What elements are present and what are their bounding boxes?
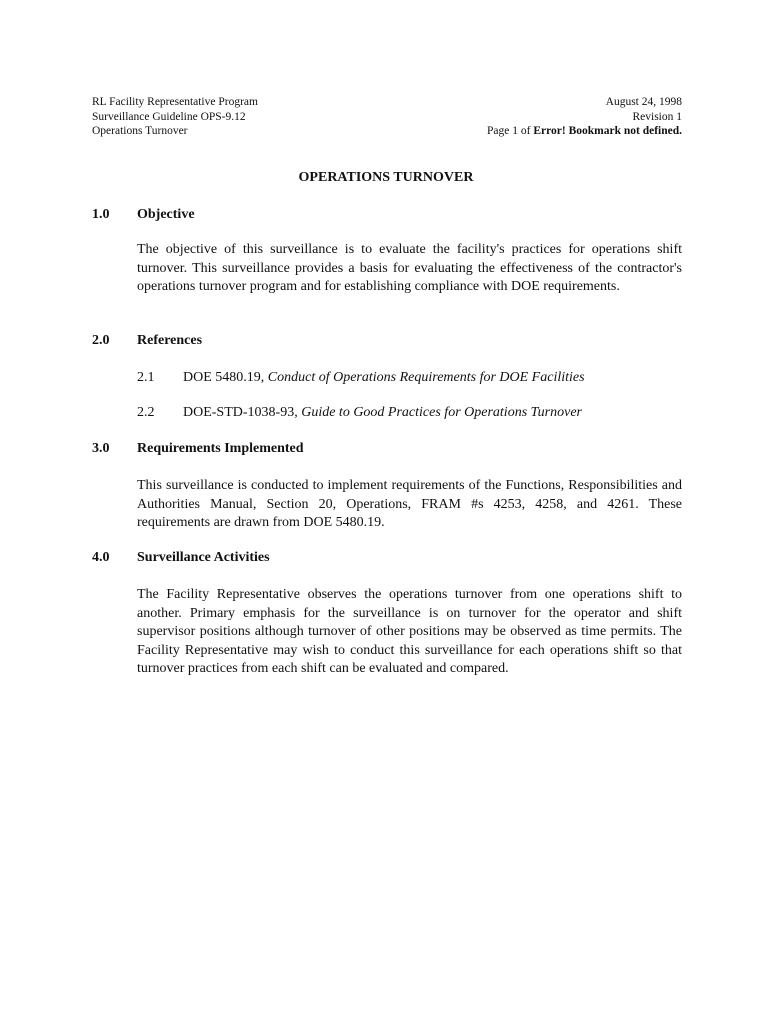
section-title: References bbox=[137, 333, 203, 348]
section-heading bbox=[92, 333, 682, 353]
section-number: 4.0 bbox=[92, 550, 110, 565]
section-body: The Facility Representative observes the operations turnover from one operations shift to another. Primary emphasis for the surveillance is on turnover for the operator and shift supervisor positions although turnover of other positions may be observed as time permits. The Facility Representative may wish to conduct this surveillance for each operations shift so that turnover practices from each shift can be evaluated and compared. bbox=[137, 587, 682, 676]
reference-title: Conduct of Operations Requirements for DOE Facilities bbox=[267, 370, 585, 385]
section-title: Objective bbox=[137, 207, 195, 222]
reference-number: 2.2 bbox=[137, 405, 155, 420]
reference-doc: DOE 5480.19, bbox=[183, 370, 268, 385]
header-topic: Operations Turnover bbox=[92, 125, 188, 137]
header-program: RL Facility Representative Program bbox=[92, 96, 258, 108]
header-right bbox=[487, 95, 682, 139]
header-left bbox=[92, 95, 258, 139]
header-guideline: Surveillance Guideline OPS-9.12 bbox=[92, 110, 246, 123]
document-title: OPERATIONS TURNOVER bbox=[298, 170, 474, 185]
header-page-number bbox=[487, 124, 682, 139]
reference-text bbox=[183, 405, 582, 421]
section-heading bbox=[92, 550, 682, 570]
section-title: Requirements Implemented bbox=[137, 441, 304, 456]
reference-doc: DOE-STD-1038-93, bbox=[183, 405, 302, 420]
header-date: August 24, 1998 bbox=[605, 96, 682, 108]
section-references bbox=[92, 333, 682, 420]
section-objective bbox=[92, 207, 682, 294]
page-prefix: Page 1 of bbox=[487, 125, 534, 137]
header-revision: Revision 1 bbox=[632, 110, 682, 123]
section-activities bbox=[92, 550, 682, 676]
section-number: 3.0 bbox=[92, 441, 110, 456]
reference-number: 2.1 bbox=[137, 370, 155, 385]
reference-title: Guide to Good Practices for Operations Turnover bbox=[301, 405, 582, 420]
section-heading bbox=[92, 207, 682, 227]
section-body: The objective of this surveillance is to evaluate the facility's practices for operations shift turnover. This surveillance provides a basis for evaluating the effectiveness of the contractor's operations turnover program and for establishing compliance with DOE requirements. bbox=[137, 242, 682, 294]
page-error-text: Error! Bookmark not defined. bbox=[533, 125, 682, 137]
reference-text bbox=[183, 370, 585, 386]
section-number: 2.0 bbox=[92, 333, 110, 348]
section-body: This surveillance is conducted to implement requirements of the Functions, Responsibilities and Authorities Manual, Section 20, Operations, FRAM #s 4253, 4258, and 4261. These requirements are drawn from DOE 5480.19. bbox=[137, 478, 682, 530]
section-requirements bbox=[92, 441, 682, 530]
section-number: 1.0 bbox=[92, 207, 110, 222]
section-title: Surveillance Activities bbox=[137, 550, 270, 565]
section-heading bbox=[92, 441, 682, 461]
